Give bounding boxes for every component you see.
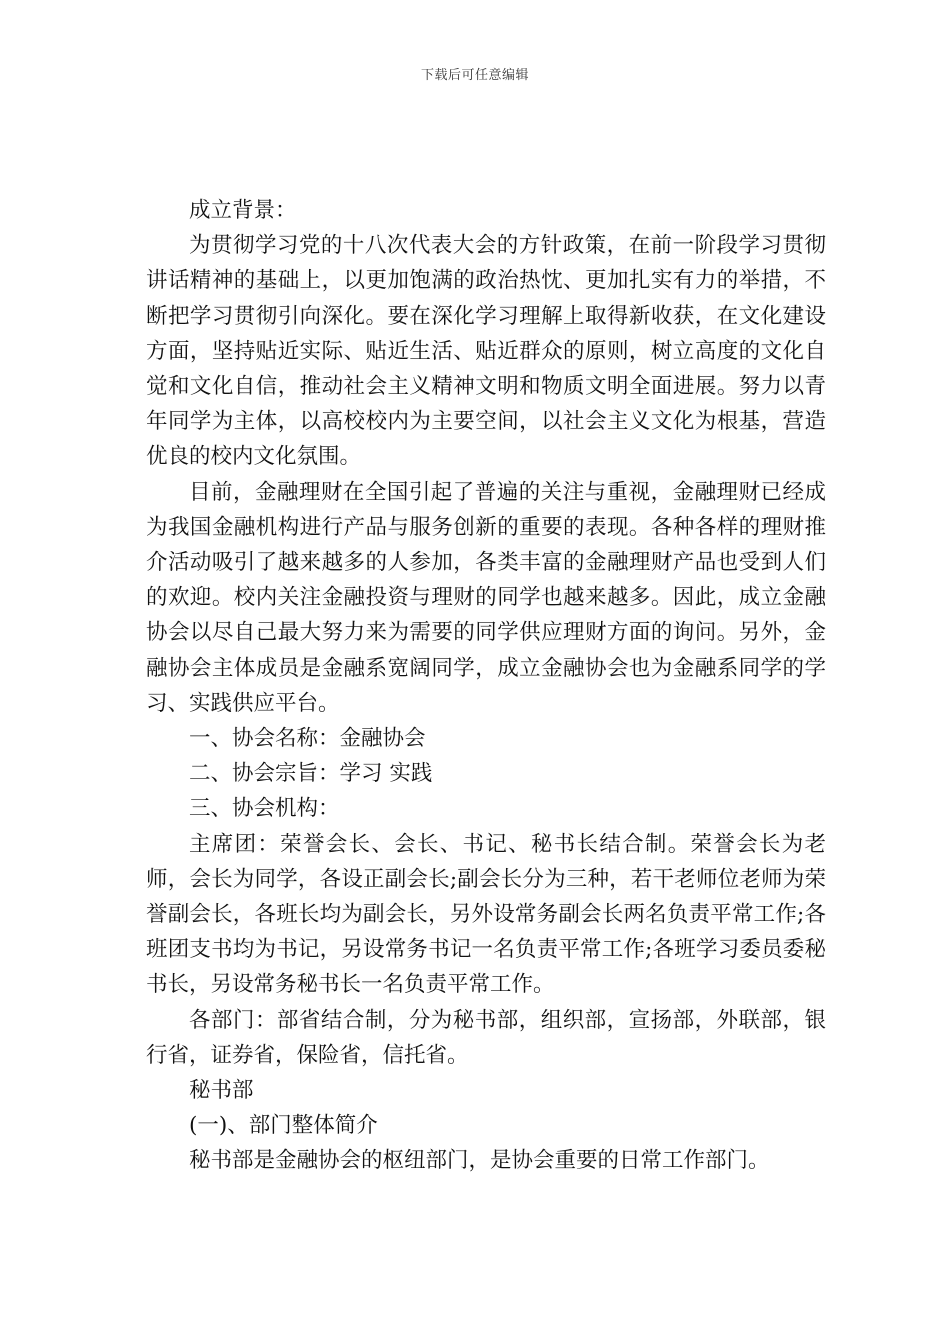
paragraph-departments: 各部门：部省结合制，分为秘书部，组织部，宣扬部，外联部，银行省，证券省，保险省，信托省。 bbox=[146, 1007, 826, 1068]
paragraph-secretariat-intro: 秘书部是金融协会的枢纽部门，是协会重要的日常工作部门。 bbox=[189, 1148, 770, 1174]
section-heading-secretariat: 秘书部 bbox=[189, 1078, 254, 1104]
item-association-purpose: 二、协会宗旨：学习 实践 bbox=[189, 761, 433, 787]
page-header: 下载后可任意编辑 bbox=[420, 68, 529, 83]
item-association-name: 一、协会名称：金融协会 bbox=[189, 726, 426, 752]
paragraph-background-2: 目前，金融理财在全国引起了普遍的关注与重视，金融理财已经成为我国金融机构进行产品与服务创新的重要的表现。各种各样的理财推介活动吸引了越来越多的人参加，各类丰富的金融理财产品也受到人们的欢迎。校内关注金融投资与理财的同学也越来越多。因此，成立金融协会以尽自己最大努力来为需要的同学供应理财方面的询问。另外，金融协会主体成员是金融系宽阔同学，成立金融协会也为金融系同学的学习、实践供应平台。 bbox=[146, 479, 826, 716]
paragraph-background-1: 为贯彻学习党的十八次代表大会的方针政策，在前一阶段学习贯彻讲话精神的基础上，以更加饱满的政治热忱、更加扎实有力的举措，不断把学习贯彻引向深化。要在深化学习理解上取得新收获，在文化建设方面，坚持贴近实际、贴近生活、贴近群众的原则，树立高度的文化自觉和文化自信，推动社会主义精神文明和物质文明全面进展。努力以青年同学为主体，以高校校内为主要空间，以社会主义文化为根基，营造优良的校内文化氛围。 bbox=[146, 233, 826, 470]
item-association-structure: 三、协会机构： bbox=[189, 796, 340, 822]
section-heading-background: 成立背景： bbox=[189, 198, 297, 223]
document-body bbox=[146, 193, 826, 1179]
subheading-department-overview: (一)、部门整体简介 bbox=[189, 1113, 378, 1139]
paragraph-presidium: 主席团：荣誉会长、会长、书记、秘书长结合制。荣誉会长为老师，会长为同学，各设正副会长;副会长分为三种，若干老师位老师为荣誉副会长，各班长均为副会长，另外设常务副会长两名负责平常工作;各班团支书均为书记，另设常务书记一名负责平常工作;各班学习委员委秘书长，另设常务秘书长一名负责平常工作。 bbox=[146, 831, 826, 998]
